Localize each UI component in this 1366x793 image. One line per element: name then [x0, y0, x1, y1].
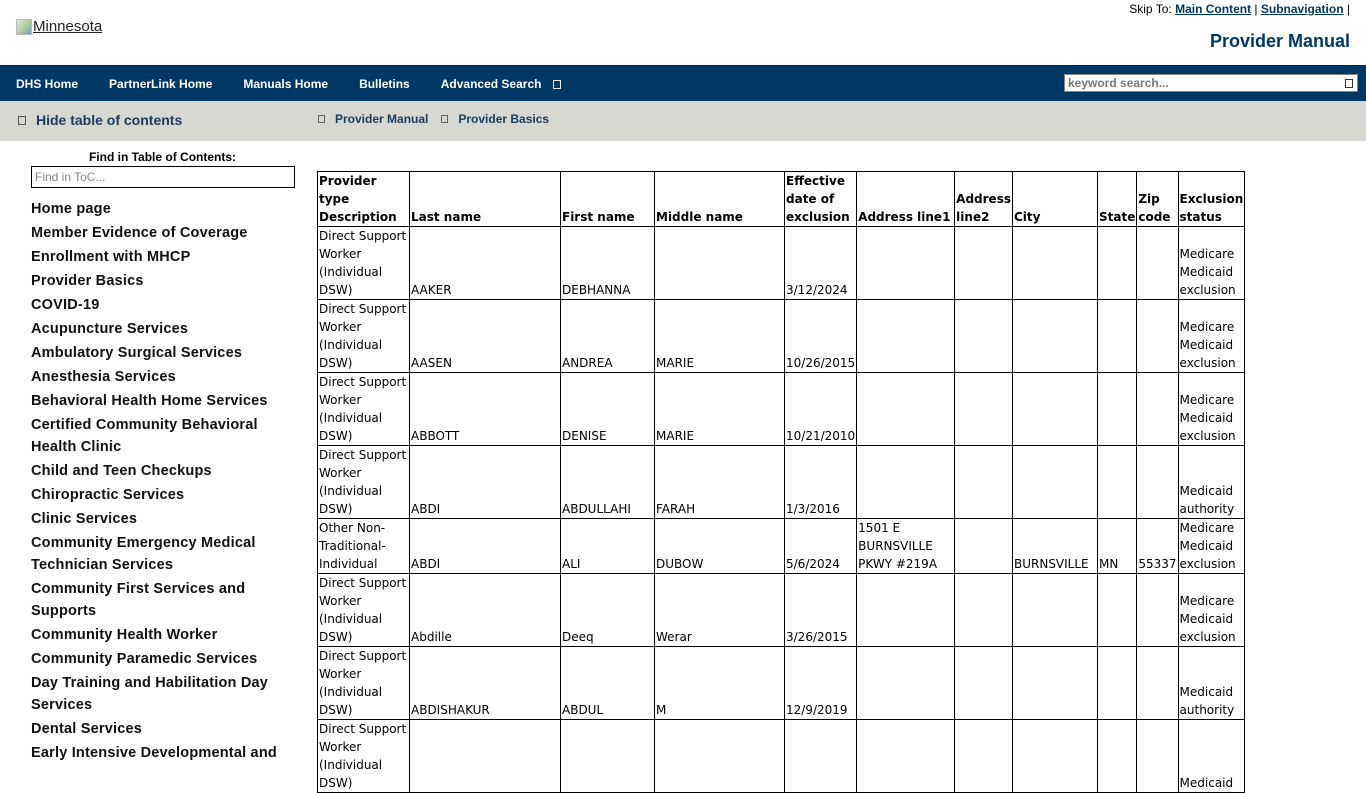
cell-city [1012, 446, 1097, 519]
hide-toc-button[interactable] [18, 112, 182, 128]
cell-address-line2 [955, 574, 1013, 647]
cell-address-line2 [955, 519, 1013, 574]
breadcrumb-icon [318, 115, 325, 123]
cell-provider-type: Direct Support Worker (Individual DSW) [318, 227, 410, 300]
toc-item[interactable]: Chiropractic Services [31, 487, 185, 503]
toc-item[interactable]: Ambulatory Surgical Services [31, 345, 243, 361]
keyword-search [1064, 74, 1358, 92]
cell-effective-date: 10/21/2010 [785, 373, 857, 446]
skip-subnavigation-link[interactable]: Subnavigation [1260, 2, 1344, 16]
breadcrumb-icon [441, 115, 448, 123]
site-title: Provider Manual [1209, 31, 1350, 51]
toc-item[interactable]: Anesthesia Services [31, 369, 176, 385]
cell-address-line2 [955, 373, 1013, 446]
nav-advanced-search[interactable] [441, 77, 562, 91]
cell-effective-date: 3/26/2015 [785, 574, 857, 647]
cell-address-line1 [857, 720, 955, 793]
sub-navigation [0, 101, 1366, 141]
table-row [318, 574, 1245, 647]
cell-zip [1137, 227, 1178, 300]
main-nav [0, 65, 1366, 101]
cell-last-name: ABDISHAKUR [410, 647, 561, 720]
col-address-line1: Address line1 [857, 172, 955, 227]
cell-zip [1137, 446, 1178, 519]
cell-zip [1137, 647, 1178, 720]
breadcrumb [318, 112, 562, 126]
cell-exclusion-status: Medicare Medicaid exclusion [1178, 227, 1245, 300]
keyword-search-input[interactable] [1065, 75, 1335, 91]
col-address-line2: Address line2 [955, 172, 1013, 227]
nav-dhs-home[interactable]: DHS Home [16, 76, 79, 91]
nav-partnerlink-home[interactable]: PartnerLink Home [109, 76, 213, 91]
cell-state [1097, 300, 1136, 373]
cell-exclusion-status: Medicare Medicaid exclusion [1178, 300, 1245, 373]
cell-address-line2 [955, 647, 1013, 720]
toc-item[interactable]: Community First Services and Supports [31, 581, 246, 619]
cell-state [1097, 647, 1136, 720]
cell-provider-type: Direct Support Worker (Individual DSW) [318, 446, 410, 519]
cell-first-name: ABDULLAHI [561, 446, 655, 519]
cell-city: BURNSVILLE [1012, 519, 1097, 574]
toc-item[interactable]: Home page [31, 201, 111, 217]
cell-last-name: Abdille [410, 574, 561, 647]
cell-exclusion-status: Medicare Medicaid exclusion [1178, 519, 1245, 574]
cell-state [1097, 227, 1136, 300]
toc-item[interactable]: Dental Services [31, 721, 143, 737]
col-city: City [1012, 172, 1097, 227]
cell-city [1012, 574, 1097, 647]
cell-effective-date [785, 720, 857, 793]
table-row [318, 647, 1245, 720]
col-middle-name: Middle name [655, 172, 785, 227]
cell-effective-date: 5/6/2024 [785, 519, 857, 574]
cell-last-name [410, 720, 561, 793]
cell-middle-name [655, 227, 785, 300]
cell-city [1012, 373, 1097, 446]
cell-middle-name: Werar [655, 574, 785, 647]
toc-item[interactable]: Community Emergency Medical Technician Services [31, 535, 256, 573]
cell-effective-date: 1/3/2016 [785, 446, 857, 519]
cell-address-line1 [857, 300, 955, 373]
cell-exclusion-status: Medicare Medicaid exclusion [1178, 574, 1245, 647]
breadcrumb-provider-basics[interactable]: Provider Basics [458, 112, 550, 126]
cell-state [1097, 574, 1136, 647]
cell-address-line1: 1501 E BURNSVILLE PKWY #219A [857, 519, 955, 574]
toc-item[interactable]: Clinic Services [31, 511, 138, 527]
toc-sidebar [0, 141, 305, 766]
cell-exclusion-status: Medicaid authority [1178, 446, 1245, 519]
toc-item[interactable]: COVID-19 [31, 297, 100, 313]
cell-first-name: Deeq [561, 574, 655, 647]
cell-first-name: DENISE [561, 373, 655, 446]
cell-zip [1137, 300, 1178, 373]
broken-image-icon [16, 19, 32, 35]
cell-last-name: ABBOTT [410, 373, 561, 446]
cell-zip [1137, 720, 1178, 793]
cell-provider-type: Direct Support Worker (Individual DSW) [318, 647, 410, 720]
table-row [318, 446, 1245, 519]
exclusion-table [317, 171, 1245, 793]
toc-item[interactable]: Enrollment with MHCP [31, 249, 191, 265]
cell-middle-name [655, 720, 785, 793]
cell-zip: 55337 [1137, 519, 1178, 574]
cell-provider-type: Direct Support Worker (Individual DSW) [318, 720, 410, 793]
cell-effective-date: 10/26/2015 [785, 300, 857, 373]
cell-last-name: ABDI [410, 519, 561, 574]
cell-middle-name: MARIE [655, 373, 785, 446]
cell-effective-date: 3/12/2024 [785, 227, 857, 300]
cell-last-name: ABDI [410, 446, 561, 519]
skip-main-content-link[interactable]: Main Content [1175, 2, 1252, 16]
cell-first-name: ANDREA [561, 300, 655, 373]
toc-item[interactable]: Certified Community Behavioral Health Clinic [31, 417, 258, 455]
col-state: State [1097, 172, 1136, 227]
skip-to-label: Skip To: [1129, 2, 1172, 16]
table-row [318, 227, 1245, 300]
col-first-name: First name [561, 172, 655, 227]
cell-address-line1 [857, 227, 955, 300]
toc-item[interactable]: Community Paramedic Services [31, 651, 258, 667]
cell-first-name: DEBHANNA [561, 227, 655, 300]
cell-exclusion-status: Medicaid authority [1178, 647, 1245, 720]
breadcrumb-provider-manual[interactable]: Provider Manual [335, 112, 429, 126]
site-header [0, 0, 1366, 65]
cell-address-line2 [955, 446, 1013, 519]
cell-address-line2 [955, 300, 1013, 373]
col-exclusion-status: Exclusion status [1178, 172, 1245, 227]
toggle-icon [18, 116, 26, 125]
col-zip: Zip code [1137, 172, 1178, 227]
skip-links: Skip To: Main Content | Subnavigation | [1129, 2, 1350, 16]
find-in-toc-input[interactable] [31, 166, 295, 188]
cell-provider-type: Direct Support Worker (Individual DSW) [318, 300, 410, 373]
cell-exclusion-status: Medicaid [1178, 720, 1245, 793]
toc-item[interactable]: Provider Basics [31, 273, 144, 289]
table-row [318, 373, 1245, 446]
cell-city [1012, 227, 1097, 300]
logo-alt-text: Minnesota [33, 18, 103, 35]
minnesota-logo-link[interactable] [16, 18, 102, 35]
toc-item[interactable]: Behavioral Health Home Services [31, 393, 268, 409]
cell-city [1012, 300, 1097, 373]
toc-item[interactable]: Community Health Worker [31, 627, 218, 643]
search-submit-icon[interactable] [1345, 79, 1353, 88]
cell-last-name: AASEN [410, 300, 561, 373]
table-row [318, 300, 1245, 373]
main-content [317, 171, 1245, 793]
table-header-row [318, 172, 1245, 227]
toc-list [31, 198, 291, 764]
cell-address-line1 [857, 574, 955, 647]
hide-toc-label: Hide table of contents [36, 112, 183, 128]
cell-zip [1137, 574, 1178, 647]
advanced-search-label: Advanced Search [440, 76, 542, 91]
nav-manuals-home[interactable]: Manuals Home [243, 76, 329, 91]
nav-bulletins[interactable]: Bulletins [359, 76, 410, 91]
cell-state [1097, 373, 1136, 446]
cell-middle-name: FARAH [655, 446, 785, 519]
cell-city [1012, 647, 1097, 720]
toc-item[interactable]: Day Training and Habilitation Day Services [31, 675, 269, 713]
col-provider-type: Provider type Description [318, 172, 410, 227]
toc-item[interactable]: Child and Teen Checkups [31, 463, 212, 479]
cell-address-line2 [955, 720, 1013, 793]
find-in-toc-label: Find in Table of Contents: [88, 150, 237, 164]
table-row [318, 519, 1245, 574]
cell-city [1012, 720, 1097, 793]
cell-state [1097, 446, 1136, 519]
cell-first-name [561, 720, 655, 793]
cell-last-name: AAKER [410, 227, 561, 300]
cell-address-line2 [955, 227, 1013, 300]
cell-provider-type: Direct Support Worker (Individual DSW) [318, 373, 410, 446]
col-effective-date: Effective date of exclusion [785, 172, 857, 227]
toc-item[interactable]: Acupuncture Services [31, 321, 189, 337]
cell-effective-date: 12/9/2019 [785, 647, 857, 720]
col-last-name: Last name [410, 172, 561, 227]
cell-middle-name: MARIE [655, 300, 785, 373]
cell-exclusion-status: Medicare Medicaid exclusion [1178, 373, 1245, 446]
cell-middle-name: DUBOW [655, 519, 785, 574]
cell-address-line1 [857, 373, 955, 446]
cell-middle-name: M [655, 647, 785, 720]
cell-provider-type: Other Non-Traditional-Individual [318, 519, 410, 574]
toc-item[interactable]: Member Evidence of Coverage [31, 225, 248, 241]
cell-provider-type: Direct Support Worker (Individual DSW) [318, 574, 410, 647]
cell-state [1097, 720, 1136, 793]
search-icon [553, 80, 561, 89]
table-row [318, 720, 1245, 793]
cell-address-line1 [857, 446, 955, 519]
toc-item[interactable]: Early Intensive Developmental and [31, 745, 277, 761]
cell-address-line1 [857, 647, 955, 720]
cell-first-name: ABDUL [561, 647, 655, 720]
cell-first-name: ALI [561, 519, 655, 574]
cell-state: MN [1097, 519, 1136, 574]
cell-zip [1137, 373, 1178, 446]
